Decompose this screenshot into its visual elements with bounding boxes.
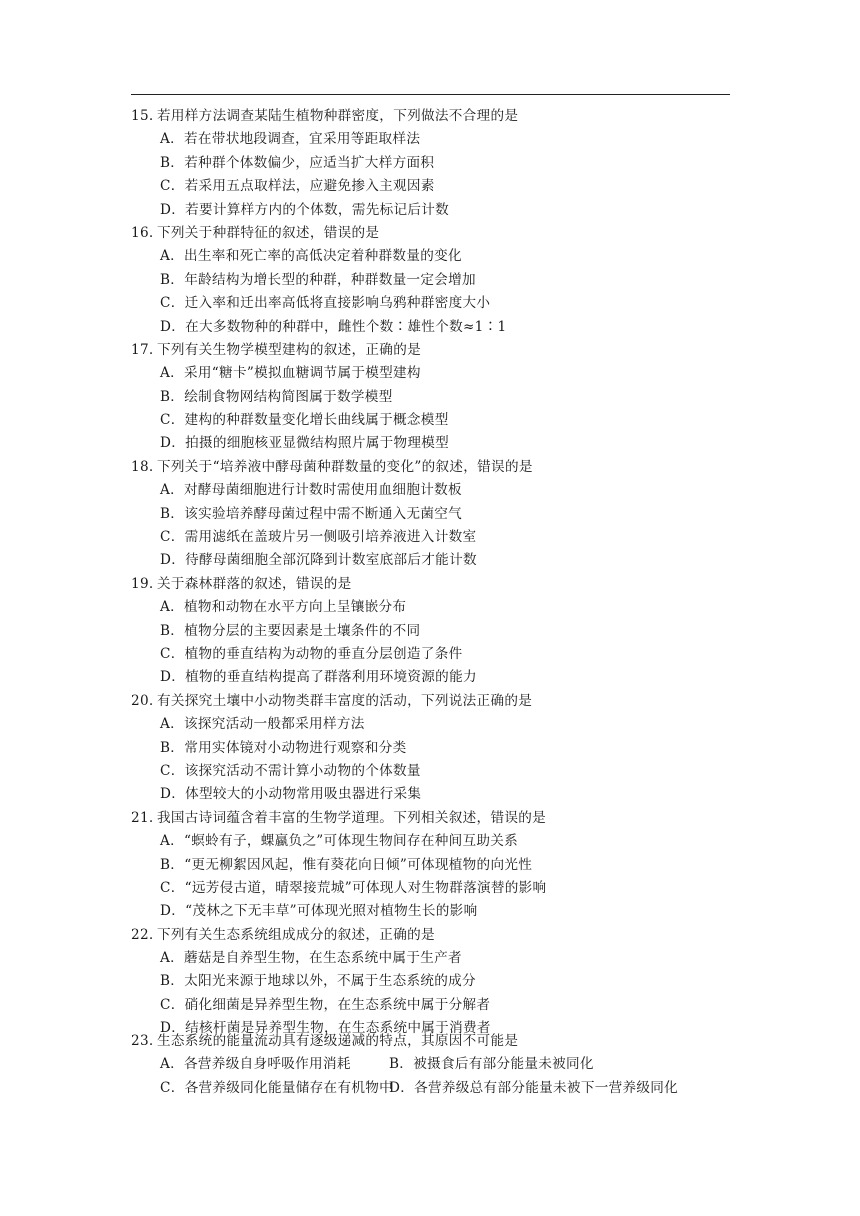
option-letter: D． (160, 786, 186, 803)
option-letter: D． (160, 552, 186, 569)
question-item (131, 222, 741, 339)
option-letter: A． (160, 248, 185, 265)
option-item (131, 526, 741, 549)
question-text: 下列有关生态系统组成成分的叙述，正确的是 (157, 926, 435, 943)
question-text: 下列有关生物学模型建构的叙述，正确的是 (157, 341, 421, 358)
option-item (131, 947, 741, 970)
question-stem (131, 456, 741, 479)
option-text: 绘制食物网结构简图属于数学模型 (184, 388, 393, 405)
option-letter: D． (160, 201, 186, 218)
option-text: 常用实体镜对小动物进行观察和分类 (184, 739, 407, 756)
option-letter: A． (160, 365, 185, 382)
header-rule (131, 94, 730, 95)
option-item (131, 737, 741, 760)
option-text: 各营养级自身呼吸作用消耗 (184, 1056, 351, 1073)
option-item (131, 432, 741, 455)
option-text: “螟蛉有子，蜾蠃负之”可体现生物间存在种间互助关系 (184, 833, 519, 850)
option-item (131, 830, 741, 853)
option-item (131, 713, 741, 736)
option-letter: A． (160, 1056, 185, 1073)
option-item (131, 877, 741, 900)
option-letter: C． (160, 295, 185, 312)
option-item (131, 409, 741, 432)
option-item (131, 596, 741, 619)
option-letter: D． (160, 669, 186, 686)
option-item (131, 666, 741, 689)
option-item (131, 643, 741, 666)
option-item (131, 269, 741, 292)
option-text: 在大多数物种的种群中，雌性个数∶雄性个数≈1∶1 (185, 318, 507, 335)
option-item (131, 362, 741, 385)
question-number: 21. (131, 809, 154, 826)
question-number: 22. (131, 926, 154, 943)
option-text: 蘑菇是自养型生物，在生态系统中属于生产者 (184, 950, 462, 967)
option-item (131, 503, 741, 526)
option-letter: B． (160, 388, 185, 405)
question-stem (131, 807, 741, 830)
option-text: 若种群个体数偏少，应适当扩大样方面积 (184, 154, 435, 171)
question-stem (131, 690, 741, 713)
question-stem (131, 222, 741, 245)
option-text: 出生率和死亡率的高低决定着种群数量的变化 (184, 248, 462, 265)
option-letter: B． (160, 154, 185, 171)
option-item (131, 128, 741, 151)
option-text: “茂林之下无丰草”可体现光照对植物生长的影响 (185, 903, 478, 920)
question-number: 17. (131, 341, 154, 358)
option-letter: A． (160, 482, 185, 499)
question-item (131, 339, 741, 456)
option-text: “远芳侵古道，晴翠接荒城”可体现人对生物群落演替的影响 (184, 879, 547, 896)
option-letter: C． (160, 1079, 185, 1096)
option-letter: C． (160, 529, 185, 546)
option-letter: B． (160, 622, 185, 639)
question-item (131, 924, 741, 1041)
option-item (131, 970, 741, 993)
option-item (131, 854, 741, 877)
option-text: 体型较大的小动物常用吸虫器进行采集 (185, 786, 422, 803)
option-text: 若要计算样方内的个体数，需先标记后计数 (185, 201, 450, 218)
option-item (131, 316, 741, 339)
option-letter: A． (160, 950, 185, 967)
question-number: 16. (131, 224, 154, 241)
question-item (131, 807, 741, 924)
question-text: 生态系统的能量流动具有逐级递减的特点，其原因不可能是 (157, 1033, 519, 1049)
question-list (131, 105, 741, 1041)
option-text: 若在带状地段调查，宜采用等距取样法 (184, 131, 421, 148)
option-text: 该实验培养酵母菌过程中需不断通入无菌空气 (184, 505, 463, 522)
option-a (160, 1053, 351, 1076)
question-stem (131, 1030, 741, 1053)
option-letter: B． (160, 271, 185, 288)
option-text: 被摄食后有部分能量未被同化 (413, 1056, 594, 1073)
question-item (131, 690, 741, 807)
option-letter: B． (389, 1056, 414, 1073)
question-number: 15. (131, 108, 154, 124)
option-letter: C． (160, 879, 185, 896)
option-item (131, 549, 741, 572)
option-letter: D． (160, 1020, 186, 1037)
question-stem (131, 105, 741, 128)
option-letter: A． (160, 833, 185, 850)
question-number: 20. (131, 692, 154, 709)
option-letter: D． (160, 318, 186, 335)
question-item (131, 573, 741, 690)
option-item (131, 292, 741, 315)
option-item (131, 152, 741, 175)
option-letter: A． (160, 131, 185, 148)
option-b (389, 1053, 594, 1076)
option-item (131, 783, 741, 806)
option-text: 植物和动物在水平方向上呈镶嵌分布 (184, 599, 407, 616)
option-text: 各营养级同化能量储存在有机物中 (184, 1079, 394, 1096)
question-text: 有关探究土壤中小动物类群丰富度的活动，下列说法正确的是 (157, 692, 533, 709)
option-letter: B． (160, 856, 185, 873)
question-text: 关于森林群落的叙述，错误的是 (157, 575, 352, 592)
option-text: 建构的种群数量变化增长曲线属于概念模型 (184, 412, 449, 429)
question-number: 23. (131, 1033, 154, 1049)
question-text: 若用样方法调查某陆生植物种群密度，下列做法不合理的是 (157, 108, 519, 124)
option-text: 该探究活动不需计算小动物的个体数量 (184, 762, 421, 779)
question-stem (131, 573, 741, 596)
option-text: 植物分层的主要因素是土壤条件的不同 (184, 622, 421, 639)
option-letter: C． (160, 412, 185, 429)
option-item (131, 994, 741, 1017)
option-item (131, 900, 741, 923)
question-23-block (131, 1030, 741, 1100)
option-letter: D． (160, 903, 186, 920)
question-item (131, 105, 741, 222)
option-item (131, 479, 741, 502)
option-letter: A． (160, 599, 185, 616)
option-item (131, 199, 741, 222)
question-text: 我国古诗词蕴含着丰富的生物学道理。下列相关叙述，错误的是 (157, 809, 547, 826)
question-stem (131, 924, 741, 947)
option-letter: A． (160, 716, 185, 733)
option-letter: C． (160, 762, 185, 779)
option-row (131, 1077, 741, 1100)
option-text: 对酵母菌细胞进行计数时需使用血细胞计数板 (184, 482, 462, 499)
option-item (131, 386, 741, 409)
option-text: 需用滤纸在盖玻片另一侧吸引培养液进入计数室 (184, 529, 477, 546)
option-text: 太阳光来源于地球以外，不属于生态系统的成分 (184, 973, 476, 990)
option-text: 硝化细菌是异养型生物，在生态系统中属于分解者 (184, 996, 491, 1013)
option-letter: D． (389, 1079, 415, 1096)
option-c (160, 1077, 393, 1100)
option-letter: B． (160, 505, 185, 522)
option-text: 迁入率和迁出率高低将直接影响乌鸦种群密度大小 (184, 295, 491, 312)
option-item (131, 175, 741, 198)
option-text: 结核杆菌是异养型生物，在生态系统中属于消费者 (185, 1020, 491, 1037)
option-letter: B． (160, 973, 185, 990)
option-item (131, 245, 741, 268)
option-text: 该探究活动一般都采用样方法 (184, 716, 365, 733)
option-text: 采用“糖卡”模拟血糖调节属于模型建构 (184, 365, 421, 382)
question-text: 下列关于种群特征的叙述，错误的是 (157, 224, 380, 241)
option-text: 各营养级总有部分能量未被下一营养级同化 (414, 1079, 679, 1096)
option-text: 拍摄的细胞核亚显微结构照片属于物理模型 (185, 435, 450, 452)
option-letter: C． (160, 996, 185, 1013)
option-letter: C． (160, 645, 185, 662)
option-row (131, 1053, 741, 1076)
question-stem (131, 339, 741, 362)
question-number: 18. (131, 458, 154, 475)
question-number: 19. (131, 575, 154, 592)
question-23 (131, 1030, 741, 1100)
option-letter: D． (160, 435, 186, 452)
question-text: 下列关于“培养液中酵母菌种群数量的变化”的叙述，错误的是 (157, 458, 533, 475)
option-text: “更无柳絮因风起，惟有葵花向日倾”可体现植物的向光性 (184, 856, 533, 873)
option-text: 待酵母菌细胞全部沉降到计数室底部后才能计数 (185, 552, 477, 569)
option-text: 植物的垂直结构提高了群落利用环境资源的能力 (185, 669, 477, 686)
option-text: 植物的垂直结构为动物的垂直分层创造了条件 (184, 645, 463, 662)
option-item (131, 760, 741, 783)
option-letter: C． (160, 178, 185, 195)
option-letter: B． (160, 739, 185, 756)
option-item (131, 620, 741, 643)
option-d (389, 1077, 678, 1100)
option-text: 年龄结构为增长型的种群，种群数量一定会增加 (184, 271, 476, 288)
option-text: 若采用五点取样法，应避免掺入主观因素 (184, 178, 435, 195)
question-item (131, 456, 741, 573)
